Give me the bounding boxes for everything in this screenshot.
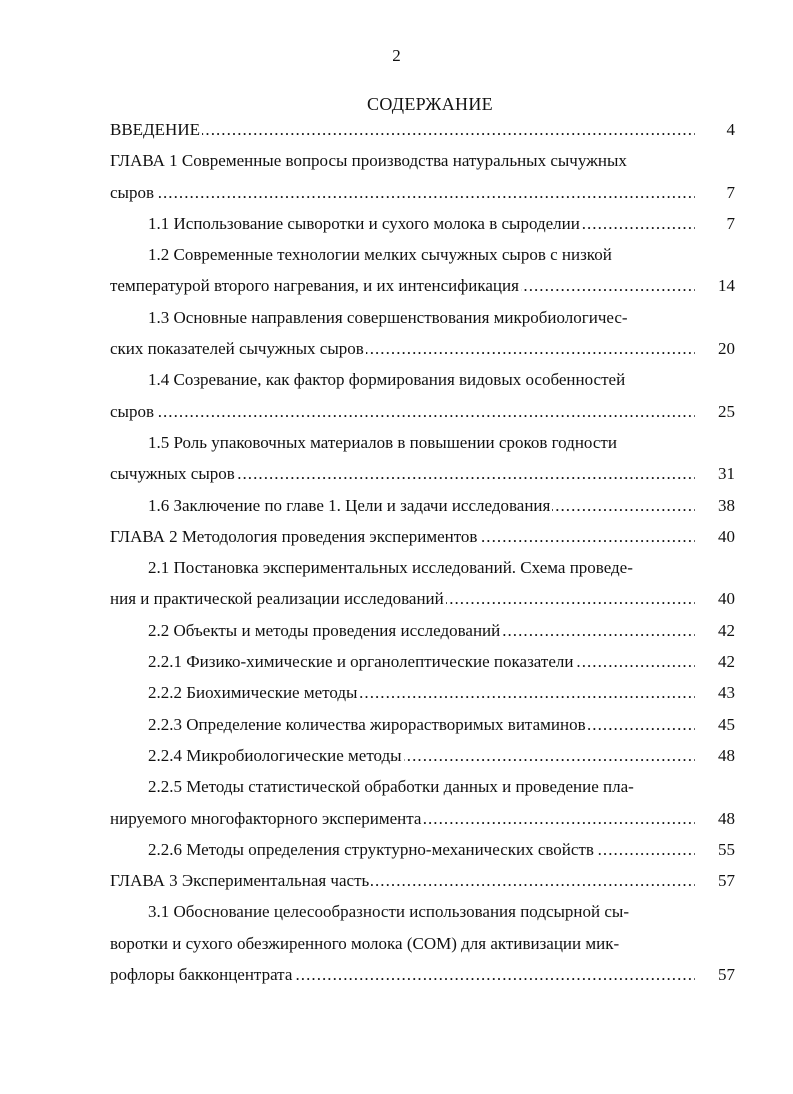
toc-entry-page: 42 bbox=[695, 646, 735, 677]
toc-entry-page: 4 bbox=[695, 114, 735, 145]
toc-entry bbox=[110, 239, 735, 270]
table-of-contents bbox=[110, 114, 735, 990]
toc-entry-page: 20 bbox=[695, 333, 735, 364]
toc-entry-text: 2.2.3 Определение количества жирорастворимых витаминов bbox=[110, 715, 588, 734]
toc-entry bbox=[110, 302, 735, 333]
toc-entry-page: 31 bbox=[695, 458, 735, 489]
toc-entry-text: 1.3 Основные направления совершенствования микробиологичес- bbox=[110, 308, 630, 327]
page-number: 2 bbox=[392, 46, 401, 65]
toc-entry-text: воротки и сухого обезжиренного молока (СОМ) для активизации мик- bbox=[110, 933, 620, 953]
toc-entry-text: 2.2.1 Физико-химические и органолептические показатели bbox=[110, 652, 575, 671]
toc-entry-page: 7 bbox=[695, 208, 735, 239]
toc-entry-text: 2.2 Объекты и методы проведения исследований bbox=[110, 621, 502, 640]
toc-entry bbox=[110, 333, 735, 364]
toc-entry-text: 1.5 Роль упаковочных материалов в повышении сроков годности bbox=[110, 433, 619, 452]
toc-entry-page: 40 bbox=[695, 521, 735, 552]
toc-entry-text: сычужных сыров bbox=[110, 464, 235, 484]
toc-entry bbox=[110, 834, 735, 865]
toc-entry-page: 7 bbox=[695, 177, 735, 208]
toc-entry-text: 2.2.2 Биохимические методы bbox=[110, 683, 359, 702]
toc-entry-text: нируемого многофакторного эксперимента bbox=[110, 808, 422, 828]
toc-entry bbox=[110, 552, 735, 583]
toc-entry-text: 2.2.6 Методы определения структурно-механических свойств bbox=[110, 840, 596, 859]
page-title: СОДЕРЖАНИЕ bbox=[367, 94, 493, 114]
toc-entry-page: 48 bbox=[695, 740, 735, 771]
toc-entry-text: 1.1 Использование сыворотки и сухого молока в сыроделии bbox=[110, 214, 582, 233]
toc-entry-page: 48 bbox=[695, 803, 735, 834]
toc-entry-text: 3.1 Обоснование целесообразности использования подсырной сы- bbox=[110, 902, 631, 921]
toc-entry-text: 1.4 Созревание, как фактор формирования видовых особенностей bbox=[110, 370, 627, 389]
toc-entry bbox=[110, 677, 735, 708]
toc-entry-text: сыров bbox=[110, 401, 154, 421]
toc-entry bbox=[110, 583, 735, 614]
toc-entry-text: ГЛАВА 1 Современные вопросы производства натуральных сычужных bbox=[110, 151, 627, 171]
toc-entry bbox=[110, 709, 735, 740]
toc-entry-page: 57 bbox=[695, 959, 735, 990]
toc-entry bbox=[110, 396, 735, 427]
toc-entry-page: 42 bbox=[695, 615, 735, 646]
toc-entry bbox=[110, 803, 735, 834]
toc-entry bbox=[110, 865, 735, 896]
toc-entry bbox=[110, 177, 735, 208]
toc-entry-page: 45 bbox=[695, 709, 735, 740]
toc-entry bbox=[110, 959, 735, 990]
toc-entry-text: сыров bbox=[110, 182, 154, 202]
toc-entry-page: 43 bbox=[695, 677, 735, 708]
toc-entry-text: ГЛАВА 2 Методология проведения экспериментов bbox=[110, 526, 478, 546]
toc-entry bbox=[110, 458, 735, 489]
toc-entry bbox=[110, 928, 735, 959]
toc-entry bbox=[110, 208, 735, 239]
toc-entry bbox=[110, 427, 735, 458]
toc-entry-text: ния и практической реализации исследований bbox=[110, 589, 444, 609]
toc-entry bbox=[110, 145, 735, 176]
toc-entry bbox=[110, 521, 735, 552]
toc-entry bbox=[110, 270, 735, 301]
toc-entry bbox=[110, 771, 735, 802]
toc-entry-text: рофлоры бакконцентрата bbox=[110, 965, 293, 985]
toc-entry bbox=[110, 896, 735, 927]
toc-entry-page: 57 bbox=[695, 865, 735, 896]
toc-entry-page: 38 bbox=[695, 490, 735, 521]
toc-entry-page: 14 bbox=[695, 270, 735, 301]
toc-entry bbox=[110, 615, 735, 646]
toc-entry bbox=[110, 490, 735, 521]
toc-entry-text: 2.1 Постановка экспериментальных исследований. Схема проведе- bbox=[110, 558, 635, 577]
toc-entry-text: 2.2.4 Микробиологические методы bbox=[110, 746, 404, 765]
toc-entry bbox=[110, 646, 735, 677]
toc-entry bbox=[110, 740, 735, 771]
toc-entry bbox=[110, 364, 735, 395]
toc-entry-page: 55 bbox=[695, 834, 735, 865]
toc-entry-page: 25 bbox=[695, 396, 735, 427]
toc-entry-text: 1.6 Заключение по главе 1. Цели и задачи исследования bbox=[110, 496, 552, 515]
toc-entry-text: 2.2.5 Методы статистической обработки данных и проведение пла- bbox=[110, 777, 636, 796]
toc-entry-text: 1.2 Современные технологии мелких сычужных сыров с низкой bbox=[110, 245, 614, 264]
toc-entry-text: температурой второго нагревания, и их интенсификация bbox=[110, 276, 519, 296]
toc-entry bbox=[110, 114, 735, 145]
toc-entry-text: ГЛАВА 3 Экспериментальная часть bbox=[110, 871, 370, 891]
toc-entry-page: 40 bbox=[695, 583, 735, 614]
toc-entry-text: ских показателей сычужных сыров bbox=[110, 339, 364, 359]
toc-entry-text: ВВЕДЕНИЕ bbox=[110, 120, 200, 139]
